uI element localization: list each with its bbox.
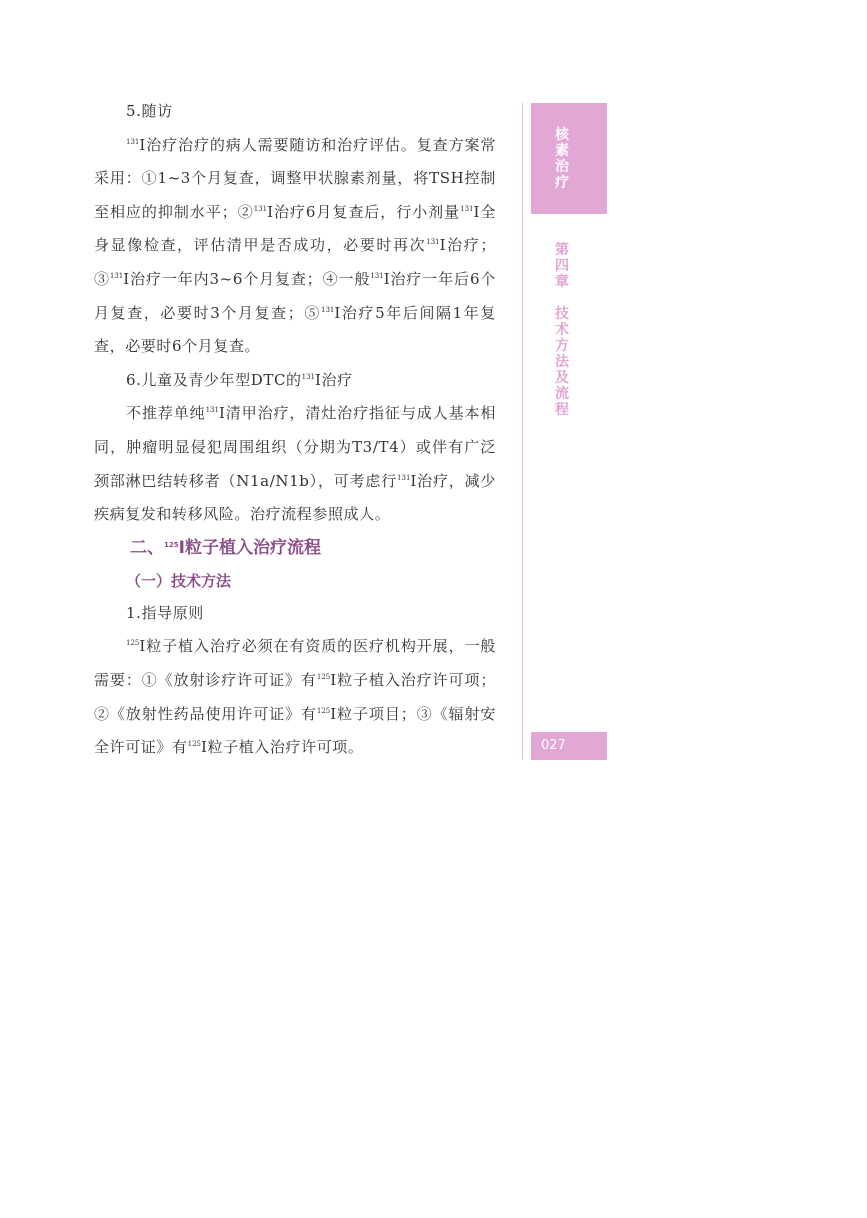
isotope-superscript: 125	[164, 540, 179, 549]
heading-follow-up: 5.随访	[126, 102, 173, 120]
isotope-superscript: 125	[316, 672, 331, 681]
paragraph-follow-up: $^{131}$I治疗治疗的病人需要随访和治疗评估。复查方案常采用：①1~3个月复查，调整甲状腺素剂量，将TSH控制至相应的抑制水平；②$^{131}$I治疗6月复查后，行小剂量$^{131}$I全身显像检查，评估清甲是否成功，必要时再次$^{131}$I治疗；③$^{131}$I治疗一年内3~6个月复查；④一般$^{131}$I治疗一年后6个月复查，必要时3个月复查；⑤$^{131}$I治疗5年后间隔1年复查，必要时6个月复查。	[94, 135, 496, 356]
isotope-superscript: 131	[320, 305, 335, 314]
margin-divider	[522, 103, 523, 760]
isotope-superscript: 131	[397, 473, 411, 482]
isotope-superscript: 131	[460, 204, 474, 213]
isotope-superscript: 131	[126, 137, 140, 146]
page-number-tab	[531, 732, 607, 760]
section-tab-label: 核素治疗	[555, 127, 569, 191]
isotope-superscript: 125	[316, 706, 331, 715]
isotope-superscript: 125	[187, 740, 201, 749]
chapter-number: 第四章	[555, 242, 569, 290]
isotope-superscript: 131	[253, 204, 268, 213]
isotope-superscript: 131	[426, 238, 440, 247]
paragraph-guiding-principles: $^{125}$I粒子植入治疗必须在有资质的医疗机构开展，一般需要：①《放射诊疗许可证》有$^{125}$I粒子植入治疗许可项；②《放射性药品使用许可证》有$^{125}$I粒子项目；③《辐射安全许可证》有$^{125}$I粒子植入治疗许可项。	[94, 637, 496, 757]
chapter-name: 技术方法及流程	[555, 306, 569, 418]
paragraph-pediatric-dtc: 不推荐单纯$^{131}$I清甲治疗，清灶治疗指征与成人基本相同，肿瘤明显侵犯周围组织（分期为T3/T4）或伴有广泛颈部淋巴结转移者（N1a/N1b），可考虑行$^{131}$I治疗，减少疾病复发和转移风险。治疗流程参照成人。	[94, 404, 496, 524]
isotope-superscript: 131	[205, 406, 219, 415]
isotope-superscript: 131	[370, 271, 384, 280]
isotope-superscript: 131	[301, 372, 315, 381]
page-body	[94, 95, 496, 765]
section-heading-seed-implant: 二、$^{125}$I粒子植入治疗流程	[130, 537, 321, 558]
isotope-superscript: 125	[126, 639, 140, 648]
heading-pediatric-dtc: 6.儿童及青少年型DTC的$^{131}$I治疗	[126, 370, 353, 389]
isotope-superscript: 131	[109, 271, 124, 280]
page-number: 027	[541, 738, 566, 753]
subsection-heading-technique: （一）技术方法	[126, 571, 232, 590]
chapter-title	[555, 242, 573, 418]
heading-guiding-principles: 1.指导原则	[126, 603, 204, 622]
